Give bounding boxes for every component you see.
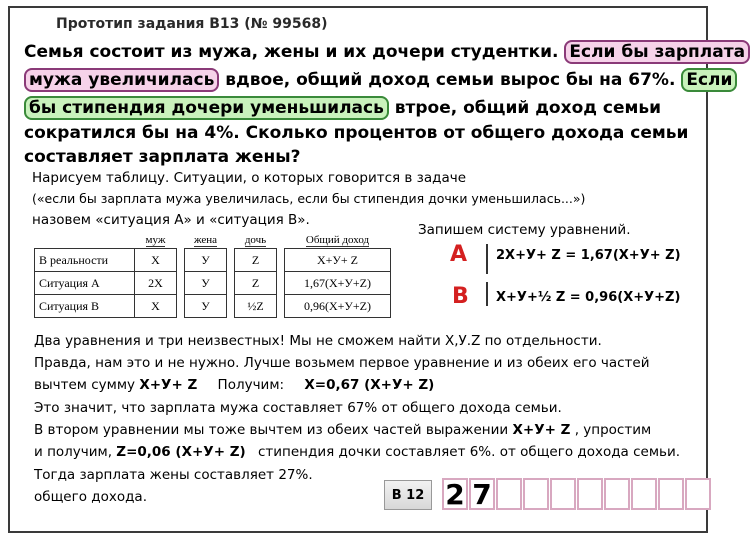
column-header: муж bbox=[145, 234, 166, 246]
answer-cell[interactable]: 2 bbox=[442, 478, 468, 510]
table-row bbox=[35, 249, 391, 272]
problem-line-2 bbox=[24, 68, 737, 92]
letter-a: А bbox=[450, 242, 468, 267]
answer-cell[interactable] bbox=[604, 478, 630, 510]
table-row bbox=[35, 295, 391, 318]
problem-text: Семья состоит из мужа, жены и их дочери студентки. bbox=[24, 42, 565, 62]
highlight-green: бы стипендия дочери уменьшилась bbox=[24, 96, 389, 120]
table-header-row bbox=[35, 232, 391, 249]
column-header: дочь bbox=[244, 234, 267, 246]
table-cell: X bbox=[135, 295, 177, 318]
situation-table bbox=[34, 232, 391, 318]
problem-line-4: сократился бы на 4%. Сколько процентов от общего дохода семьи bbox=[24, 123, 689, 143]
highlight-pink: мужа увеличилась bbox=[24, 68, 219, 92]
problem-text: вдвое, общий доход семьи вырос бы на 67%. bbox=[219, 70, 682, 90]
system-bracket bbox=[486, 282, 488, 306]
solution-line-6: и получим, Z=0,06 (X+У+ Z) стипендия дочки составляет 6%. от общего дохода семьи. bbox=[34, 444, 681, 460]
table-cell: 1,67(X+У+Z) bbox=[285, 272, 391, 295]
column-header: жена bbox=[193, 234, 218, 246]
system-title: Запишем систему уравнений. bbox=[418, 222, 631, 238]
answer-cell[interactable] bbox=[658, 478, 684, 510]
solution-line-3: вычтем сумму X+У+ Z Получим: X=0,67 (X+У+ Z) bbox=[34, 377, 435, 393]
answer-cell[interactable] bbox=[496, 478, 522, 510]
solution-line-8: общего дохода. bbox=[34, 489, 147, 505]
answer-cell[interactable]: 7 bbox=[469, 478, 495, 510]
answer-cell[interactable] bbox=[577, 478, 603, 510]
intro-line-2: («если бы зарплата мужа увеличилась, если бы стипендия дочки уменьшилась...») bbox=[32, 191, 586, 206]
answer-cells bbox=[442, 478, 712, 510]
highlight-pink: Если бы зарплата bbox=[564, 40, 750, 64]
answer-cell[interactable] bbox=[550, 478, 576, 510]
table-row bbox=[35, 272, 391, 295]
column-header: Общий доход bbox=[305, 234, 370, 246]
intro-line-1: Нарисуем таблицу. Ситуации, о которых говорится в задаче bbox=[32, 170, 467, 186]
row-label: В реальности bbox=[35, 249, 135, 272]
table-cell: Z bbox=[235, 249, 277, 272]
problem-line-3 bbox=[24, 96, 661, 120]
table-cell: У bbox=[185, 272, 227, 295]
table-cell: 0,96(X+У+Z) bbox=[285, 295, 391, 318]
answer-cell[interactable] bbox=[631, 478, 657, 510]
equation-b: X+У+½ Z = 0,96(X+У+Z) bbox=[496, 290, 681, 305]
table-cell: Z bbox=[235, 272, 277, 295]
solution-line-4: Это значит, что зарплата мужа составляет 67% от общего дохода семьи. bbox=[34, 400, 562, 416]
answer-cell[interactable] bbox=[685, 478, 711, 510]
problem-text: втрое, общий доход семьи bbox=[388, 98, 662, 118]
solution-line-1: Два уравнения и три неизвестных! Мы не сможем найти X,У.Z по отдельности. bbox=[34, 333, 602, 349]
solution-line-5: В втором уравнении мы тоже вычтем из обеих частей выражении X+У+ Z , упростим bbox=[34, 422, 652, 438]
table-cell: У bbox=[185, 249, 227, 272]
system-bracket bbox=[486, 244, 488, 274]
table-cell: X bbox=[135, 249, 177, 272]
letter-b: В bbox=[452, 284, 469, 309]
row-label: Ситуация А bbox=[35, 272, 135, 295]
table-cell: 2X bbox=[135, 272, 177, 295]
problem-line-1 bbox=[24, 40, 750, 64]
solution-line-7: Тогда зарплата жены составляет 27%. bbox=[34, 467, 313, 483]
table-cell: X+У+ Z bbox=[285, 249, 391, 272]
answer-cell[interactable] bbox=[523, 478, 549, 510]
table-cell: ½Z bbox=[235, 295, 277, 318]
intro-line-3: назовем «ситуация А» и «ситуация В». bbox=[32, 212, 310, 228]
problem-line-5: составляет зарплата жены? bbox=[24, 147, 301, 167]
highlight-green: Если bbox=[681, 68, 737, 92]
table-cell: У bbox=[185, 295, 227, 318]
answer-label: В 12 bbox=[384, 480, 432, 510]
slide-header: Прототип задания B13 (№ 99568) bbox=[56, 16, 328, 32]
row-label: Ситуация В bbox=[35, 295, 135, 318]
solution-line-2: Правда, нам это и не нужно. Лучше возьмем первое уравнение и из обеих его частей bbox=[34, 355, 650, 371]
equation-a: 2X+У+ Z = 1,67(X+У+ Z) bbox=[496, 248, 681, 263]
